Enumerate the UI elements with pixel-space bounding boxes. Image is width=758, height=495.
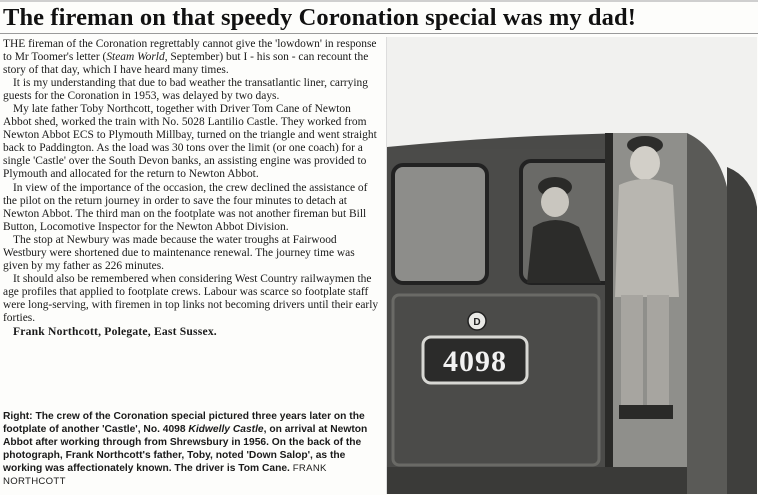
article-body [3,38,379,338]
paragraph-5: The stop at Newbury was made because the water troughs at Fairwood Westbury were shortened due to maintenance renewal. The journey time was given by my father as 226 minutes. [3,233,355,272]
route-disc-letter: D [473,317,481,328]
locomotive-illustration [387,37,757,494]
number-plate: 4098 [443,345,507,378]
photo-credit: FRANK NORTHCOTT [3,462,327,487]
paragraph-1: THE fireman of the Coronation regrettably cannot give the 'lowdown' in response to Mr Toomer's letter (Steam World, September) but I - his son - can recount the story of that day, which I have heard many times. [3,38,377,77]
letter-signature: Frank Northcott, Polegate, East Sussex. [13,325,217,339]
paragraph-6: It should also be remembered when considering West Country railwaymen the age profiles that applied to footplate crews. Labour was scarce so footplate staff were long-serving, with firemen in top links not becoming drivers until their early forties. [3,272,379,324]
headline: The fireman on that speedy Coronation special was my dad! [3,4,636,31]
paragraph-2: It is my understanding that due to bad weather the transatlantic liner, carrying guests for the Coronation in 1953, was delayed by two days. [3,77,368,103]
top-rule [0,0,758,2]
paragraph-4: In view of the importance of the occasion, the crew declined the assistance of the pilot on the return journey in order to save the four minutes to detach at Newton Abbot. The third man on the footplate was not another fireman but Bill Button, Locomotive Inspector for the Newton Abbot Division. [3,181,368,233]
magazine-title: Steam World [106,51,165,64]
locomotive-name: Kidwelly Castle [188,423,264,435]
headline-rule [0,33,758,34]
paragraph-3: My late father Toby Northcott, together with Driver Tom Cane of Newton Abbot shed, worked the train with No. 5028 Lantilio Castle. They worked from Newton Abbot ECS to Plymouth Millbay, turned on the triangle and went straight back to Paddington. As the load was 30 tons over the limit (or one coach) for a single 'Castle' over the South Devon banks, an assisting engine was provided to Plymouth and allocated for the return to Newton Abbot. [3,103,377,181]
photo-caption: Right: The crew of the Coronation special pictured three years later on the footplate of another 'Castle', No. 4098 Kidwelly Castle, on arrival at Newton Abbot after working through from Shrewsbury in 1956. On the back of the photograph, Frank Northcott's father, Toby, noted 'Down Salop', as the working was affectionately known. The driver is Tom Cane. FRANK NORTHCOTT [3,411,368,487]
locomotive-photo [386,37,757,494]
